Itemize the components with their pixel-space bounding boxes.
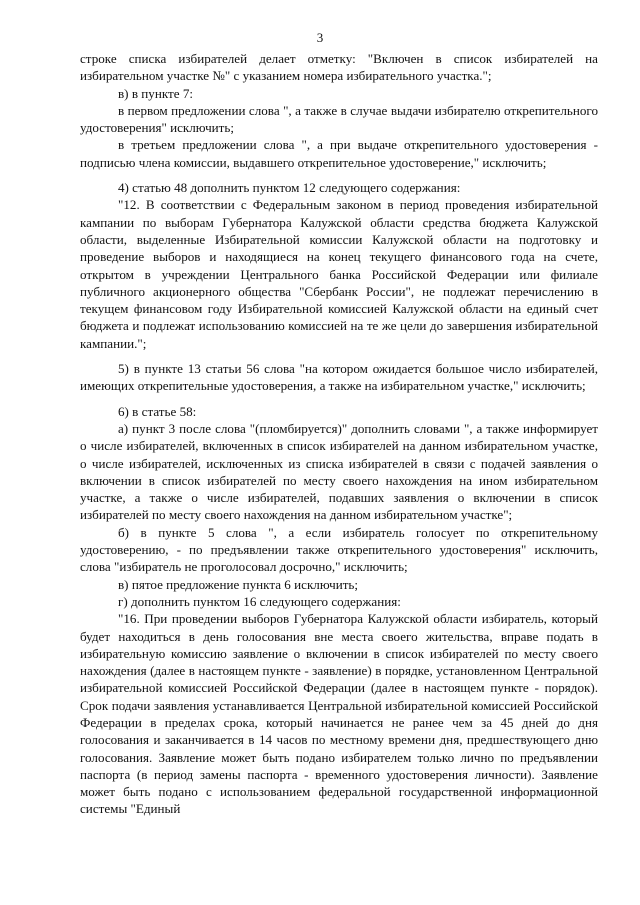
document-body [80, 50, 598, 818]
paragraph: г) дополнить пунктом 16 следующего содержания: [118, 593, 401, 609]
paragraph: 5) в пункте 13 статьи 56 слова "на котором ожидается большое число избирателей, имеющих открепительные удостоверения, а также на избирательном участке," исключить; [80, 361, 598, 394]
paragraph: б) в пункте 5 слова ", а если избиратель голосует по открепительному удостоверению, - по предъявлении также открепительного удостоверения" исключить, слова "избиратель не проголосовал досрочно," исключить; [80, 524, 598, 575]
paragraph: строке списка избирателей делает отметку: "Включен в список избирателей на избирательном участке №" с указанием номера избирательного участка."; [80, 51, 598, 84]
page-number: 3 [316, 30, 324, 45]
paragraph: в третьем предложении слова ", а при выдаче открепительного удостоверения - подписью члена комиссии, выдавшего открепительное удостоверение," исключить; [80, 137, 598, 170]
paragraph: 6) в статье 58: [118, 403, 197, 419]
paragraph: в первом предложении слова ", а также в случае выдачи избирателю открепительного удостоверения" исключить; [80, 102, 598, 136]
paragraph: в) пятое предложение пункта 6 исключить; [118, 576, 359, 592]
paragraph: "16. При проведении выборов Губернатора Калужской области избиратель, который будет находиться в день голосования вне места своего жительства, вправе подать в избирательную комиссию заявление о включении в список избирателей по месту своего нахождения (далее в настоящем пункте - заявление) в порядке, установленном Центральной избирательной комиссией Российской Федерации (далее в настоящем пункте - порядок). Срок подачи заявления устанавливается Центральной избирательной комиссией Российской Федерации в пределах срока, который начинается не ранее чем за 45 дней до дня голосования и заканчивается в 14 часов по местному времени дня, предшествующего дню голосования. Заявление может быть подано избирателем только лично по предъявлении паспорта (в период замены паспорта - временного удостоверения личности). Заявление может быть подано с использованием федеральной государственной информационной системы "Единый [80, 611, 598, 817]
paragraph: "12. В соответствии с Федеральным законом в период проведения избирательной кампании по выборам Губернатора Калужской области средства бюджета Калужской области, выделенные Избирательной комиссии Калужской области на подготовку и проведение выборов и находящиеся на конец текущего финансового года на счете, открытом в учреждении Центрального банка Российской Федерации или филиале публичного акционерного общества "Сбербанк России", не подлежат перечислению в текущем финансовом году Избирательной комиссией Калужской области на единый счет бюджета и подлежат использованию комиссией на те же цели до завершения избирательной кампании."; [80, 197, 598, 351]
paragraph: в) в пункте 7: [118, 85, 194, 101]
paragraph: а) пункт 3 после слова "(пломбируется)" дополнить словами ", а также информирует о числе избирателей, включенных в список избирателей на данном избирательном участке, о числе избирателей, исключенных из списка избирателей в связи с подачей заявления о включении в список избирателей по месту своего нахождения на ином избирательном участке, а также о числе избирателей, подавших заявления о включении в список избирателей по месту своего нахождения на данном избирательном участке"; [80, 420, 598, 523]
paragraph: 4) статью 48 дополнить пунктом 12 следующего содержания: [118, 180, 461, 196]
